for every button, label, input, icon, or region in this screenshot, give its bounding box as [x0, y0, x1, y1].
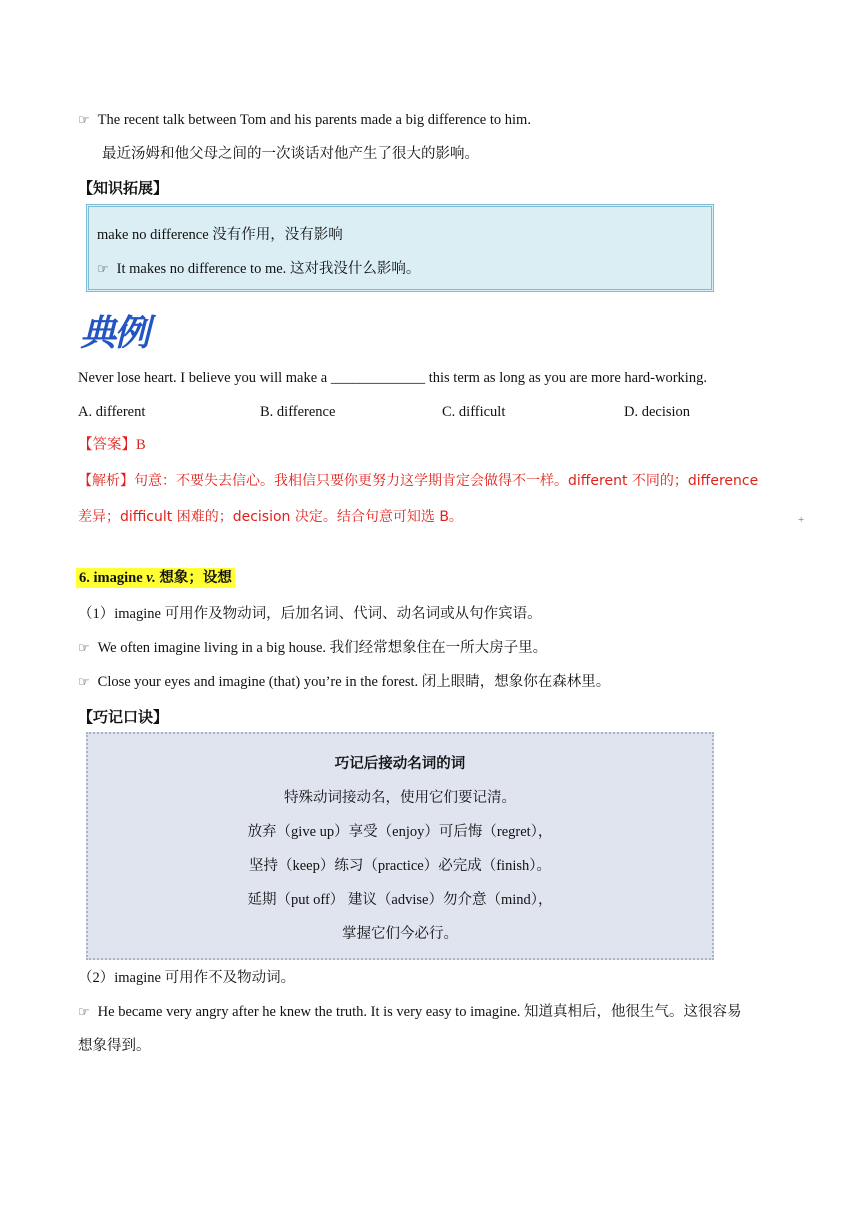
section-title: 6. imagine v. 想象；设想 [76, 568, 235, 588]
point-1: （1）imagine 可用作及物动词，后加名词、代词、动名词或从句作宾语。 [78, 606, 542, 622]
hand-pointing-icon: ☞ [78, 1005, 90, 1020]
analysis-line-1: 【解析】句意：不要失去信心。我相信只要你更努力这学期肯定会做得不一样。different 不同的；difference [78, 473, 759, 489]
option-b: B. difference [260, 404, 336, 420]
mnemonic-line: 掌握它们今必行。 [342, 926, 458, 942]
hand-pointing-icon: ☞ [78, 641, 90, 656]
extension-box [86, 204, 714, 292]
mnemonic-heading: 【巧记口诀】 [78, 710, 169, 726]
option-c: C. difficult [442, 404, 506, 420]
hand-pointing-icon: ☞ [97, 262, 109, 277]
mnemonic-box [86, 732, 714, 960]
mnemonic-line: 特殊动词接动名，使用它们要记清。 [284, 790, 516, 806]
example-3-continued: 想象得到。 [78, 1038, 151, 1054]
option-d: D. decision [624, 404, 691, 420]
extension-heading: 【知识拓展】 [78, 181, 169, 197]
question-stem: Never lose heart. I believe you will make a _____________ this term as long as you are more hard-working. [78, 370, 707, 386]
mnemonic-title: 巧记后接动名词的词 [334, 756, 466, 772]
example-translation: 最近汤姆和他父母之间的一次谈话对他产生了很大的影响。 [102, 146, 479, 162]
analysis-line-2: 差异；difficult 困难的；decision 决定。结合句意可知选 B。 [78, 509, 463, 525]
example-en: The recent talk between Tom and his parents made a big difference to him. [97, 112, 531, 128]
example-3: ☞ He became very angry after he knew the truth. It is very easy to imagine. 知道真相后，他很生气。这很容易 [78, 1004, 742, 1020]
hand-pointing-icon: ☞ [78, 113, 90, 128]
mnemonic-line: 坚持（keep）练习（practice）必完成（finish）。 [248, 858, 552, 874]
mnemonic-line: 放弃（give up）享受（enjoy）可后悔（regret）， [247, 824, 553, 840]
point-2: （2）imagine 可用作不及物动词。 [78, 970, 296, 986]
hand-pointing-icon: ☞ [78, 675, 90, 690]
example-sentence [78, 110, 531, 131]
extension-phrase: make no difference 没有作用，没有影响 [97, 227, 343, 243]
example-1: ☞ We often imagine living in a big house. 我们经常想象住在一所大房子里。 [78, 640, 548, 656]
option-a: A. different [78, 404, 146, 420]
extension-example: ☞ It makes no difference to me. 这对我没什么影响。 [97, 261, 421, 277]
example-2: ☞ Close your eyes and imagine (that) you’re in the forest. 闭上眼睛，想象你在森林里。 [78, 674, 611, 690]
stray-mark: + [798, 514, 805, 526]
mnemonic-line: 延期（put off） 建议（advise）勿介意（mind）， [247, 892, 553, 908]
answer: 【答案】B [78, 437, 146, 453]
typical-example-logo: 典例 [80, 312, 149, 354]
